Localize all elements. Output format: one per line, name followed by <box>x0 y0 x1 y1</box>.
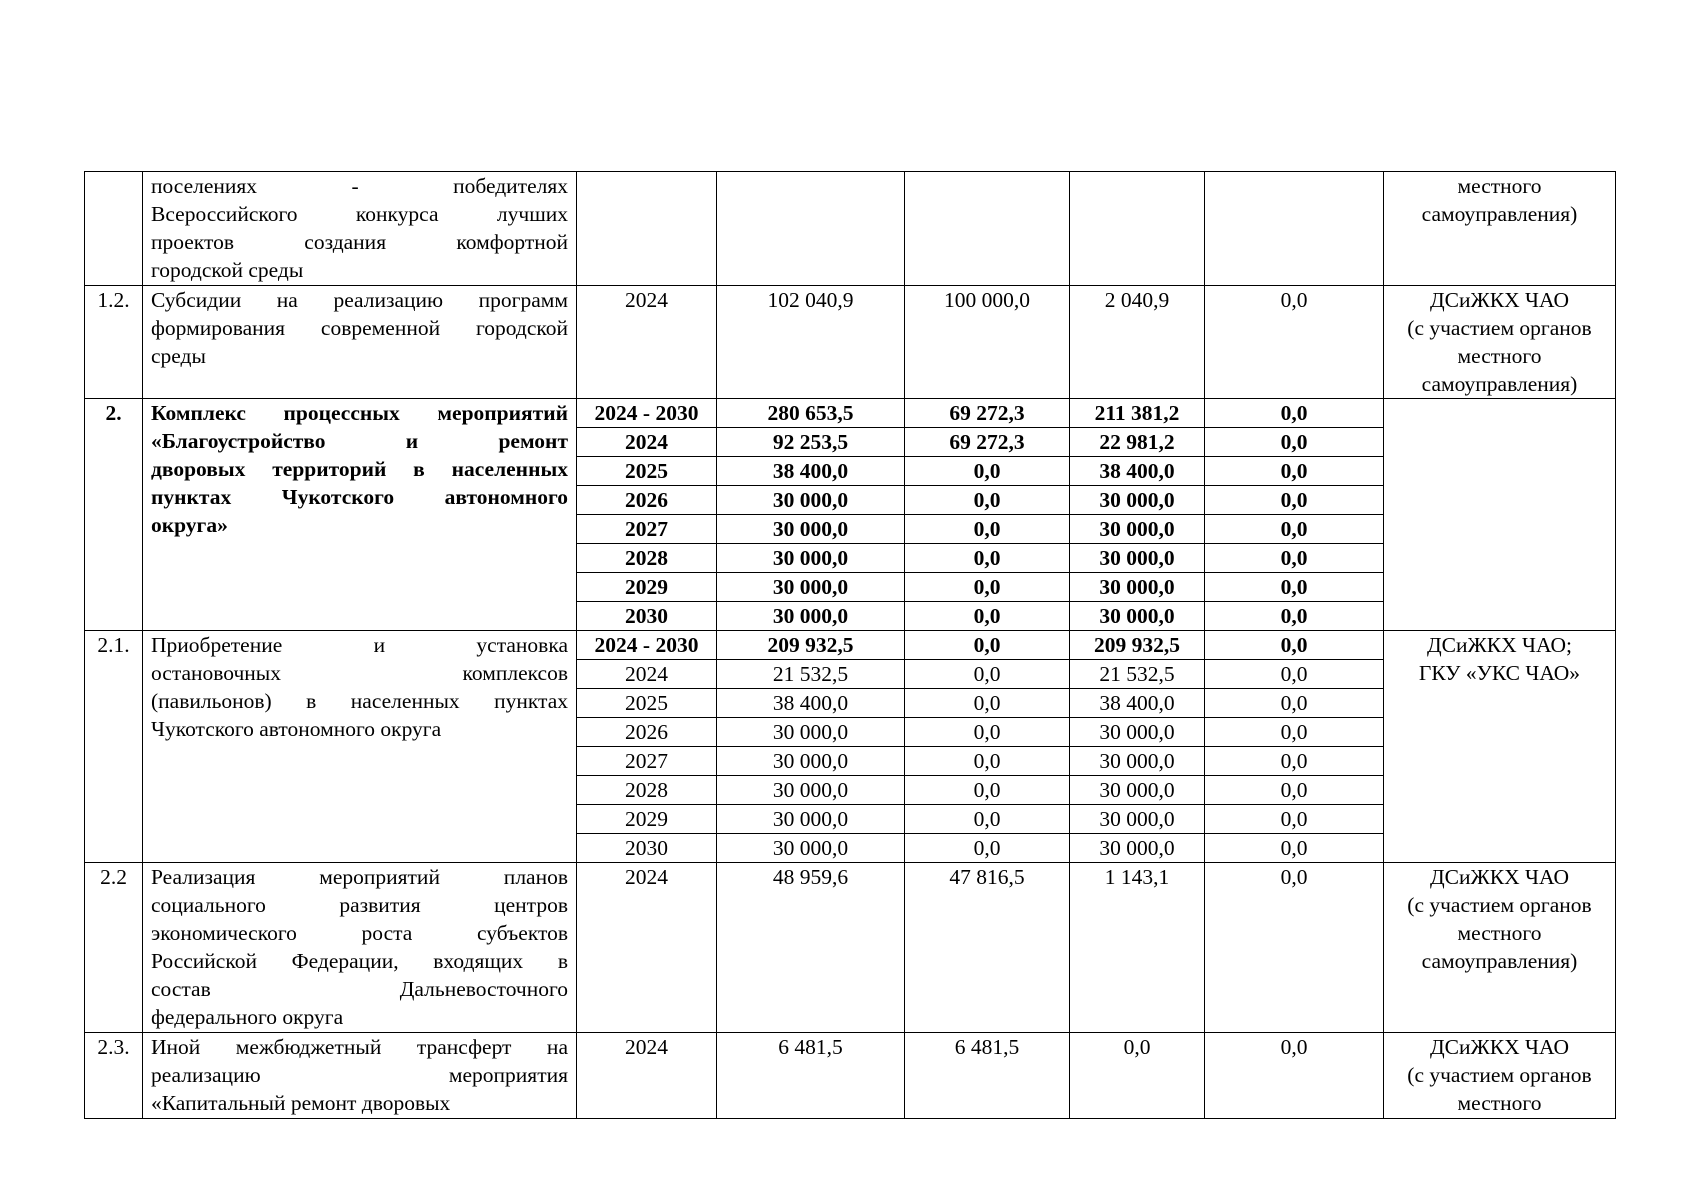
row-federal: 69 272,3 <box>905 428 1070 457</box>
row-federal: 0,0 <box>905 689 1070 718</box>
row-year: 2029 <box>577 805 717 834</box>
row-year <box>577 172 717 286</box>
row-total: 30 000,0 <box>717 515 905 544</box>
row-description-line: Субсидии на реализацию программ <box>151 288 568 312</box>
row-description-line: «Капитальный ремонт дворовых <box>151 1091 451 1115</box>
row-federal: 69 272,3 <box>905 399 1070 428</box>
row-local: 0,0 <box>1205 486 1384 515</box>
row-description-line: городской среды <box>151 258 304 282</box>
program-table <box>84 171 1616 1119</box>
row-organization <box>1384 172 1616 286</box>
table-row <box>85 172 1616 286</box>
row-local: 0,0 <box>1205 776 1384 805</box>
row-description <box>143 399 577 631</box>
row-year: 2028 <box>577 776 717 805</box>
row-description <box>143 631 577 863</box>
row-total: 38 400,0 <box>717 689 905 718</box>
row-total: 30 000,0 <box>717 834 905 863</box>
row-year: 2029 <box>577 573 717 602</box>
row-organization-line: самоуправления) <box>1421 372 1578 396</box>
row-federal: 0,0 <box>905 602 1070 631</box>
row-total: 209 932,5 <box>717 631 905 660</box>
row-description-line: экономического роста субъектов <box>151 921 568 945</box>
row-local: 0,0 <box>1205 286 1384 399</box>
row-total: 30 000,0 <box>717 776 905 805</box>
table-body <box>85 172 1616 1119</box>
row-local: 0,0 <box>1205 515 1384 544</box>
row-description <box>143 286 577 399</box>
row-description-line: формирования современной городской <box>151 316 568 340</box>
row-regional: 22 981,2 <box>1070 428 1205 457</box>
row-regional: 30 000,0 <box>1070 747 1205 776</box>
row-federal: 0,0 <box>905 747 1070 776</box>
row-year: 2024 <box>577 863 717 1033</box>
row-total: 30 000,0 <box>717 486 905 515</box>
row-organization <box>1384 399 1616 631</box>
row-regional: 30 000,0 <box>1070 805 1205 834</box>
row-organization-line: ДСиЖКХ ЧАО <box>1430 288 1569 312</box>
row-organization-line: ДСиЖКХ ЧАО; <box>1427 633 1572 657</box>
row-year: 2027 <box>577 747 717 776</box>
row-local: 0,0 <box>1205 544 1384 573</box>
row-number: 2.1. <box>85 631 143 863</box>
row-number <box>85 172 143 286</box>
table-row <box>85 1033 1616 1119</box>
row-organization-line: местного <box>1457 344 1542 368</box>
row-regional: 1 143,1 <box>1070 863 1205 1033</box>
row-description-line: состав Дальневосточного <box>151 977 568 1001</box>
row-local: 0,0 <box>1205 660 1384 689</box>
table-row <box>85 631 1616 660</box>
row-total: 21 532,5 <box>717 660 905 689</box>
row-local: 0,0 <box>1205 573 1384 602</box>
row-organization-line: ГКУ «УКС ЧАО» <box>1418 661 1581 685</box>
row-organization-line: ДСиЖКХ ЧАО <box>1430 1035 1569 1059</box>
row-number: 2.2 <box>85 863 143 1033</box>
row-description <box>143 172 577 286</box>
row-federal: 0,0 <box>905 486 1070 515</box>
row-total: 30 000,0 <box>717 602 905 631</box>
row-regional: 2 040,9 <box>1070 286 1205 399</box>
row-federal: 0,0 <box>905 573 1070 602</box>
row-description-line: Комплекс процессных мероприятий <box>151 401 568 425</box>
row-year: 2030 <box>577 602 717 631</box>
row-year: 2024 <box>577 286 717 399</box>
row-organization <box>1384 631 1616 863</box>
row-number: 2.3. <box>85 1033 143 1119</box>
table-row <box>85 863 1616 1033</box>
row-year: 2024 <box>577 1033 717 1119</box>
row-total: 48 959,6 <box>717 863 905 1033</box>
table-row <box>85 399 1616 428</box>
row-regional: 30 000,0 <box>1070 834 1205 863</box>
row-organization-line: местного <box>1457 1091 1542 1115</box>
row-regional: 0,0 <box>1070 1033 1205 1119</box>
row-description <box>143 863 577 1033</box>
row-description-line: «Благоустройство и ремонт <box>151 429 568 453</box>
row-year: 2030 <box>577 834 717 863</box>
row-description-line: социального развития центров <box>151 893 568 917</box>
row-regional <box>1070 172 1205 286</box>
row-number: 2. <box>85 399 143 631</box>
row-description-line: федерального округа <box>151 1005 344 1029</box>
row-description-line: реализацию мероприятия <box>151 1063 568 1087</box>
row-description-line: остановочных комплексов <box>151 661 568 685</box>
row-description-line: Чукотского автономного округа <box>151 717 442 741</box>
row-local: 0,0 <box>1205 747 1384 776</box>
row-year: 2025 <box>577 689 717 718</box>
row-organization-line: (с участием органов <box>1407 316 1592 340</box>
row-local: 0,0 <box>1205 602 1384 631</box>
row-federal: 0,0 <box>905 834 1070 863</box>
row-description-line: пунктах Чукотского автономного <box>151 485 568 509</box>
row-year: 2026 <box>577 486 717 515</box>
row-description-line: дворовых территорий в населенных <box>151 457 568 481</box>
row-total: 30 000,0 <box>717 544 905 573</box>
row-description-line: проектов создания комфортной <box>151 230 568 254</box>
row-federal: 0,0 <box>905 805 1070 834</box>
row-description <box>143 1033 577 1119</box>
row-total: 30 000,0 <box>717 573 905 602</box>
row-local: 0,0 <box>1205 805 1384 834</box>
row-total: 38 400,0 <box>717 457 905 486</box>
row-total: 92 253,5 <box>717 428 905 457</box>
row-local: 0,0 <box>1205 718 1384 747</box>
row-local: 0,0 <box>1205 631 1384 660</box>
row-description-line: (павильонов) в населенных пунктах <box>151 689 568 713</box>
row-description-line: Приобретение и установка <box>151 633 568 657</box>
row-local: 0,0 <box>1205 428 1384 457</box>
row-total: 30 000,0 <box>717 805 905 834</box>
row-year: 2028 <box>577 544 717 573</box>
row-regional: 38 400,0 <box>1070 457 1205 486</box>
row-federal: 6 481,5 <box>905 1033 1070 1119</box>
row-description-line: поселениях - победителях <box>151 174 568 198</box>
row-organization <box>1384 1033 1616 1119</box>
table-row <box>85 286 1616 399</box>
row-year: 2025 <box>577 457 717 486</box>
row-federal: 0,0 <box>905 631 1070 660</box>
row-federal: 100 000,0 <box>905 286 1070 399</box>
row-local: 0,0 <box>1205 1033 1384 1119</box>
row-description-line: Российской Федерации, входящих в <box>151 949 568 973</box>
row-federal: 0,0 <box>905 776 1070 805</box>
row-year: 2024 <box>577 660 717 689</box>
row-description-line: Реализация мероприятий планов <box>151 865 568 889</box>
row-organization-line: местного <box>1457 174 1542 198</box>
row-local: 0,0 <box>1205 863 1384 1033</box>
row-federal <box>905 172 1070 286</box>
row-number: 1.2. <box>85 286 143 399</box>
row-regional: 30 000,0 <box>1070 602 1205 631</box>
row-year: 2024 - 2030 <box>577 631 717 660</box>
row-federal: 47 816,5 <box>905 863 1070 1033</box>
row-total <box>717 172 905 286</box>
row-regional: 211 381,2 <box>1070 399 1205 428</box>
row-regional: 30 000,0 <box>1070 544 1205 573</box>
row-organization <box>1384 863 1616 1033</box>
row-regional: 209 932,5 <box>1070 631 1205 660</box>
row-regional: 30 000,0 <box>1070 573 1205 602</box>
row-total: 6 481,5 <box>717 1033 905 1119</box>
row-federal: 0,0 <box>905 457 1070 486</box>
row-year: 2027 <box>577 515 717 544</box>
row-regional: 21 532,5 <box>1070 660 1205 689</box>
row-regional: 30 000,0 <box>1070 718 1205 747</box>
row-year: 2026 <box>577 718 717 747</box>
row-description-line: округа» <box>151 513 228 537</box>
row-regional: 30 000,0 <box>1070 776 1205 805</box>
row-local: 0,0 <box>1205 457 1384 486</box>
row-federal: 0,0 <box>905 515 1070 544</box>
row-total: 30 000,0 <box>717 718 905 747</box>
row-year: 2024 - 2030 <box>577 399 717 428</box>
row-local <box>1205 172 1384 286</box>
row-regional: 30 000,0 <box>1070 515 1205 544</box>
row-regional: 30 000,0 <box>1070 486 1205 515</box>
row-regional: 38 400,0 <box>1070 689 1205 718</box>
row-organization <box>1384 286 1616 399</box>
row-local: 0,0 <box>1205 399 1384 428</box>
row-local: 0,0 <box>1205 834 1384 863</box>
row-total: 30 000,0 <box>717 747 905 776</box>
row-description-line: среды <box>151 344 206 368</box>
row-organization-line: самоуправления) <box>1421 202 1578 226</box>
row-federal: 0,0 <box>905 718 1070 747</box>
row-organization-line: местного <box>1457 921 1542 945</box>
row-federal: 0,0 <box>905 660 1070 689</box>
row-organization-line: ДСиЖКХ ЧАО <box>1430 865 1569 889</box>
row-federal: 0,0 <box>905 544 1070 573</box>
row-year: 2024 <box>577 428 717 457</box>
row-organization-line: (с участием органов <box>1407 893 1592 917</box>
row-description-line: Иной межбюджетный трансферт на <box>151 1035 568 1059</box>
row-local: 0,0 <box>1205 689 1384 718</box>
row-description-line: Всероссийского конкурса лучших <box>151 202 568 226</box>
row-total: 280 653,5 <box>717 399 905 428</box>
row-total: 102 040,9 <box>717 286 905 399</box>
row-organization-line: самоуправления) <box>1421 949 1578 973</box>
row-organization-line: (с участием органов <box>1407 1063 1592 1087</box>
